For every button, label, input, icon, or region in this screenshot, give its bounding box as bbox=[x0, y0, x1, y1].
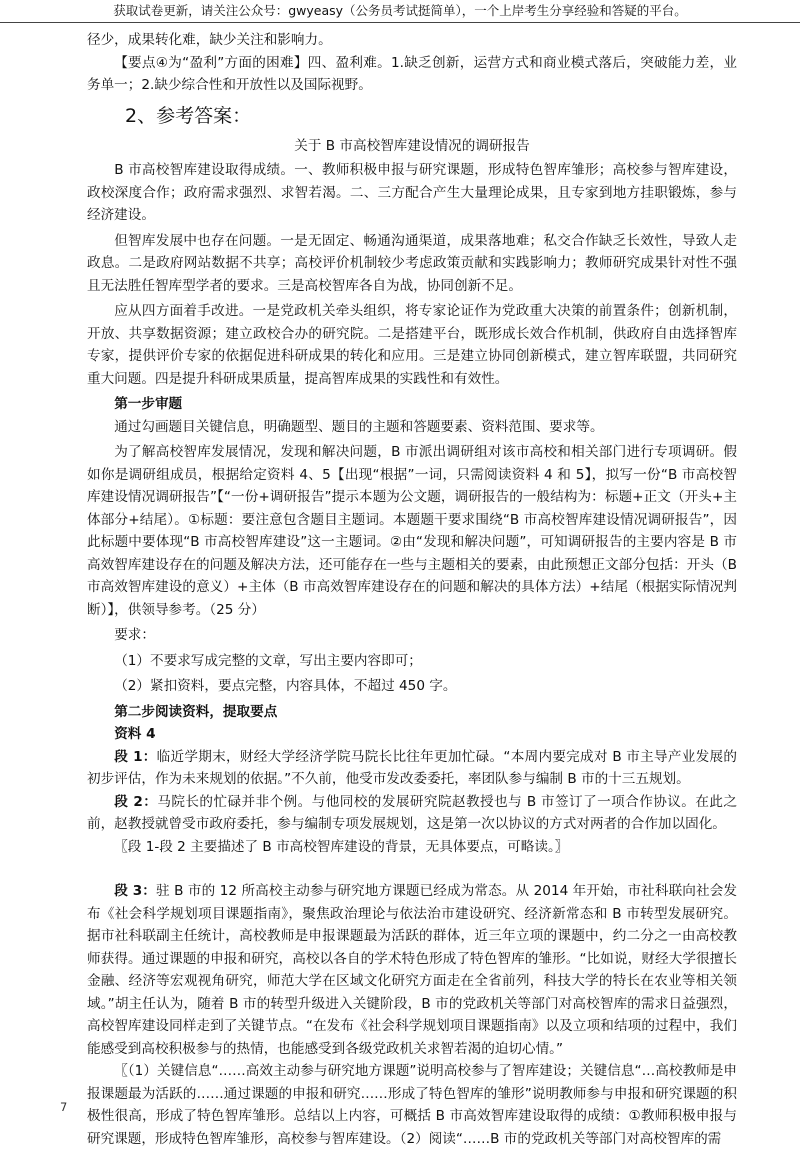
paragraph-key-point-4: 【要点④为“盈利”方面的困难】四、盈利难。1.缺乏创新，运营方式和商业模式落后，突破能力差，业务单一；2.缺少综合性和开放性以及国际视野。 bbox=[87, 54, 737, 93]
paragraph-continuation: 径少，成果转化难，缺少关注和影响力。 bbox=[87, 32, 332, 48]
spacer bbox=[87, 858, 737, 880]
paragraph-text: 临近学期末，财经大学经济学院马院长比往年更加忙碌。“本周内要完成对 B 市主导产业发展的初步评估，作为未来规划的依据。”不久前，他受市发改委委托，率团队参与编制 B 市的十三五规划。 bbox=[87, 748, 737, 787]
step1-heading: 第一步审题 bbox=[114, 396, 183, 412]
paragraph-achievements: B 市高校智库建设取得成绩。一、教师积极申报与研究课题，形成特色智库雏形；高校参与智库建设，政校深度合作；政府需求强烈、求智若渴。二、三方配合产生大量理论成果，且专家到地方挂职锻炼，参与经济建设。 bbox=[87, 162, 737, 223]
material-paragraph-1 bbox=[87, 746, 737, 791]
material-4-heading: 资料 4 bbox=[114, 726, 156, 742]
document-body bbox=[87, 29, 737, 1150]
paragraph-text: 驻 B 市的 12 所高校主动参与研究地方课题已经成为常态。从 2014 年开始，市社科联向社会发布《社会科学规划项目课题指南》，聚焦政治理论与依法治市建设研究、经济新常态和 B 市转型发展研究。据市社科联副主任统计，高校教师是申报课题最为活跃的群体，近三年立项的课题中，约二分之一由高校教师获得。通过课题的申报和研究，高校以各自的学术特色形成了特色智库的雏形。“比如说，财经大学很擅长金融、经济等宏观视角研究，师范大学在区域文化研究方面走在全省前列，科技大学的特长在农业等相关领域。”胡主任认为，随着 B 市的转型升级进入关键阶段，B 市的党政机关等部门对高校智库的需求日益强烈，高校智库建设同样走到了关键节点。“在发布《社会科学规划项目课题指南》以及立项和结项的过程中，我们能感受到高校积极参与的热情，也能感受到各级党政机关求智若渴的迫切心情。” bbox=[87, 883, 737, 1057]
step2-heading: 第二步阅读资料，提取要点 bbox=[114, 703, 278, 720]
page-number: 7 bbox=[60, 1100, 68, 1114]
paragraph-problems: 但智库发展中也存在问题。一是无固定、畅通沟通渠道，成果落地难；私交合作缺乏长效性，导致人走政息。二是政府网站数据不共享；高校评价机制较少考虑政策贡献和实践影响力；教师研究成果针对性不强且无法胜任智库型学者的要求。三是高校智库各自为战，协同创新不足。 bbox=[87, 232, 737, 294]
material-paragraph-2 bbox=[87, 791, 737, 836]
requirement-2: （2）紧扣资料，要点完整，内容具体，不超过 450 字。 bbox=[114, 678, 457, 694]
material-paragraph-3 bbox=[87, 880, 737, 1060]
paragraph-step1-intro: 通过勾画题目关键信息，明确题型、题目的主题和答题要素、资料范围、要求等。 bbox=[114, 418, 604, 435]
paragraph-label: 段 1： bbox=[114, 748, 157, 765]
paragraph-label: 段 3： bbox=[114, 883, 157, 899]
report-title: 关于 B 市高校智库建设情况的调研报告 bbox=[294, 137, 530, 154]
annotation-note-2: 〖（1）关键信息“……高效主动参与研究地方课题”说明高校参与了智库建设；关键信息“…高校教师是申报课题最为活跃的……通过课题的申报和研究……形成了特色智库的雏形”说明教师参与申报和研究课题的积极性很高，形成了特色智库雏形。总结以上内容，可概括 B 市高效智库建设取得的成绩：①教师积极申报与研究课题，形成特色智库雏形，高校参与智库建设。（2）阅读“……B 市的党政机关等部门对高校智库的需 bbox=[87, 1063, 737, 1147]
paragraph-improvements: 应从四方面着手改进。一是党政机关牵头组织，将专家论证作为党政重大决策的前置条件；创新机制，开放、共享数据资源；建立政校合办的研究院。二是搭建平台，既形成长效合作机制，供政府自由选择智库专家，提供评价专家的依据促进科研成果的转化和应用。三是建立协同创新模式，建立智库联盟，共同研究重大问题。四是提升科研成果质量，提高智库成果的实践性和有效性。 bbox=[87, 303, 737, 387]
paragraph-question-analysis: 为了解高校智库发展情况，发现和解决问题，B 市派出调研组对该市高校和相关部门进行专项调研。假如你是调研组成员，根据给定资料 4、5【出现“根据”一词，只需阅读资料 4 和 5】，拟写一份“B 市高校智库建设情况调研报告”【“一份+调研报告”提示本题为公文题，调研报告的一般结构为：标题+正文（开头+主体部分+结尾）。①标题：要注意包含题目主题词。本题题干要求围绕“B 市高校智库建设情况调研报告”，因此标题中要体现“B 市高校智库建设”这一主题词。②由“发现和解决问题”，可知调研报告的主要内容是 B 市高效智库建设存在的问题及解决方法，还可能存在一些与主题相关的要素，由此预想正文部分包括：开头（B 市高效智库建设的意义）+主体（B 市高效智库建设存在的问题和解决的具体方法）+结尾（根据实际情况判断）】，供领导参考。（25 分） bbox=[87, 444, 737, 618]
annotation-note-1: 〖段 1-段 2 主要描述了 B 市高校智库建设的背景，无具体要点，可略读。〗 bbox=[114, 838, 569, 855]
top-notice-banner: 获取试卷更新，请关注公众号：gwyeasy（公务员考试挺简单），一个上岸考生分享经验和答疑的平台。 bbox=[0, 0, 800, 23]
requirement-1: （1）不要求写成完整的文章，写出主要内容即可； bbox=[114, 652, 422, 669]
answer-heading: 2、参考答案： bbox=[125, 104, 252, 127]
paragraph-text: 马院长的忙碌并非个例。与他同校的发展研究院赵教授也与 B 市签订了一项合作协议。在此之前，赵教授就曾受市政府委托，参与编制专项发展规划，这是第一次以协议的方式对两者的合作加以固化。 bbox=[87, 793, 737, 832]
requirements-label: 要求： bbox=[114, 627, 155, 643]
paragraph-label: 段 2： bbox=[114, 793, 158, 810]
